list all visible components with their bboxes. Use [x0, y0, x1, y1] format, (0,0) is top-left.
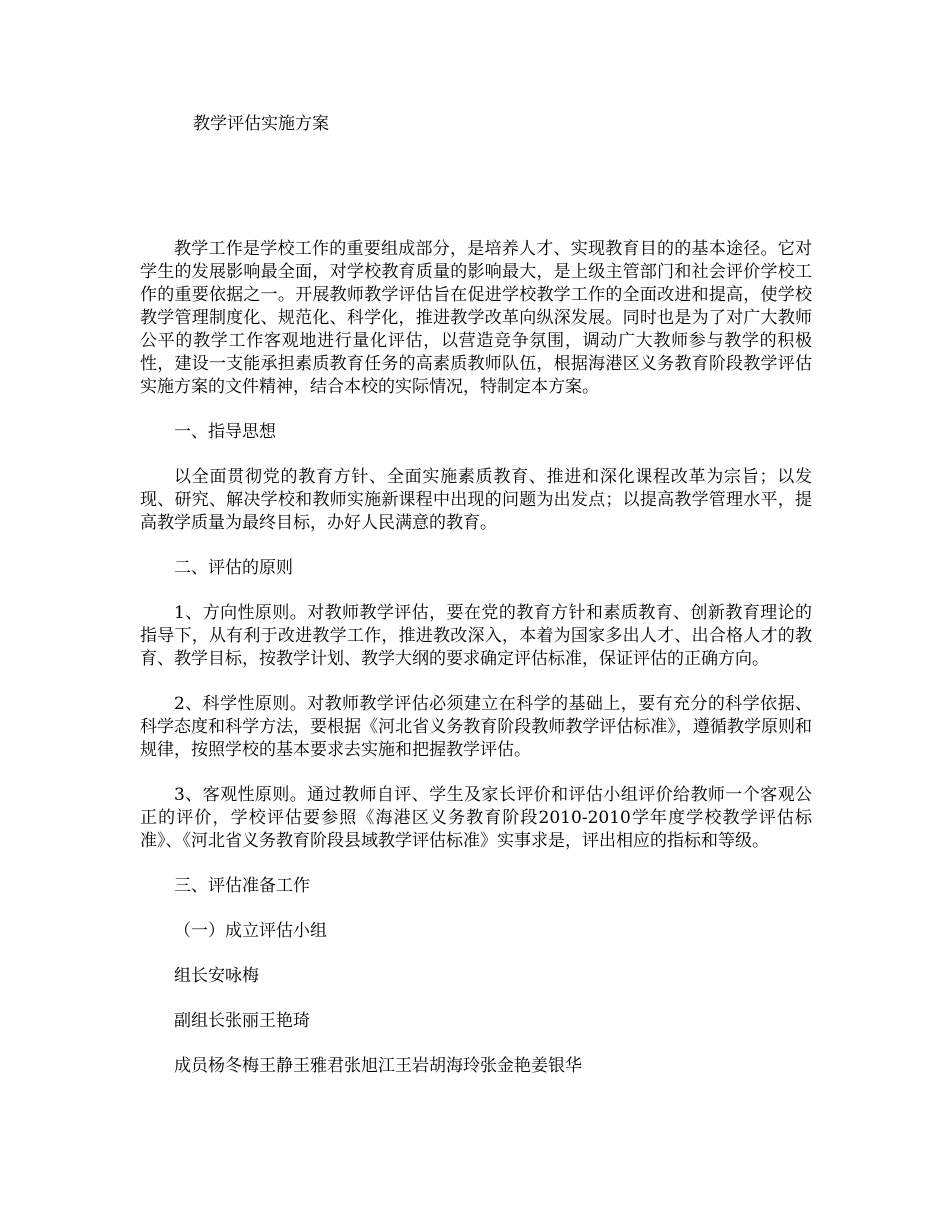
intro-paragraph: 教学工作是学校工作的重要组成部分，是培养人才、实现教育目的的基本途径。它对学生的发展影响最全面，对学校教育质量的影响最大，是上级主管部门和社会评价学校工作的重要依据之一。开展教师教学评估旨在促进学校教学工作的全面改进和提高，使学校教学管理制度化、规范化、科学化，推进教学改革向纵深发展。同时也是为了对广大教师公平的教学工作客观地进行量化评估，以营造竞争氛围，调动广大教师参与教学的积极性，建设一支能承担素质教育任务的高素质教师队伍，根据海港区义务教育阶段教学评估实施方案的文件精神，结合本校的实际情况，特制定本方案。	[140, 239, 812, 397]
subsection-heading-evaluation-team: （一）成立评估小组	[174, 921, 327, 941]
section-heading-preparation: 三、评估准备工作	[174, 876, 310, 896]
section-heading-guiding-ideology: 一、指导思想	[174, 422, 276, 442]
document-body	[140, 238, 812, 1099]
principle-objective-paragraph: 3、客观性原则。通过教师自评、学生及家长评价和评估小组评价给教师一个客观公正的评价，学校评估要参照《海港区义务教育阶段2010-2010学年度学校教学评估标准》、《河北省义务教育阶段县域教学评估标准》实事求是，评出相应的指标和等级。	[140, 785, 812, 851]
guiding-ideology-paragraph: 以全面贯彻党的教育方针、全面实施素质教育、推进和深化课程改革为宗旨；以发现、研究、解决学校和教师实施新课程中出现的问题为出发点；以提高教学管理水平，提高教学质量为最终目标，办好人民满意的教育。	[140, 467, 812, 533]
principle-direction-paragraph: 1、方向性原则。对教师教学评估，要在党的教育方针和素质教育、创新教育理论的指导下，从有利于改进教学工作，推进教改深入，本着为国家多出人才、出合格人才的教育、教学目标，按教学计划、教学大纲的要求确定评估标准，保证评估的正确方向。	[140, 603, 812, 669]
team-deputy-leader-line: 副组长张丽王艳琦	[174, 1011, 310, 1031]
section-heading-principles: 二、评估的原则	[174, 558, 293, 578]
document-title: 教学评估实施方案	[193, 114, 329, 134]
principle-scientific-paragraph: 2、科学性原则。对教师教学评估必须建立在科学的基础上，要有充分的科学依据、科学态度和科学方法，要根据《河北省义务教育阶段教师教学评估标准》，遵循教学原则和规律，按照学校的基本要求去实施和把握教学评估。	[140, 694, 812, 760]
team-leader-line: 组长安咏梅	[174, 966, 259, 986]
team-members-line: 成员杨冬梅王静王雅君张旭江王岩胡海玲张金艳姜银华	[174, 1056, 582, 1076]
